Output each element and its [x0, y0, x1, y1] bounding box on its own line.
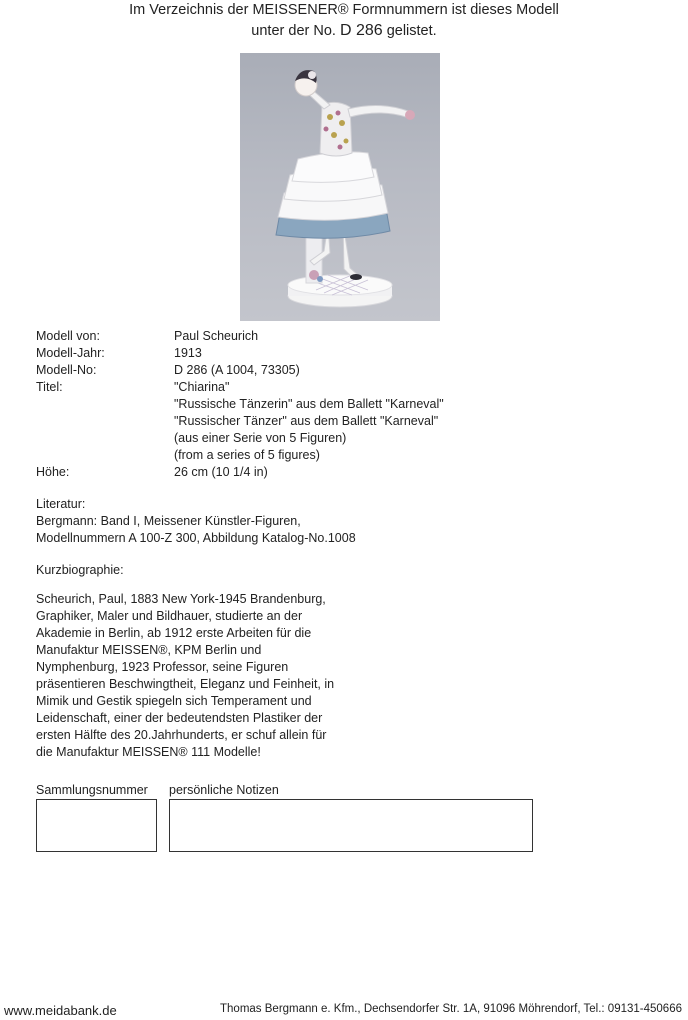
header-prefix: unter der No. — [251, 23, 336, 39]
spec-value: (aus einer Serie von 5 Figuren) — [174, 431, 347, 445]
header-suffix: gelistet. — [386, 23, 437, 39]
biography-line: Mimik und Gestik spiegeln sich Temperament und — [36, 694, 312, 708]
spec-label: Modell-No: — [36, 363, 97, 377]
spec-label: Höhe: — [36, 465, 70, 479]
footer-address: Thomas Bergmann e. Kfm., Dechsendorfer Str. 1A, 91096 Möhrendorf, Tel.: 09131-450666 — [220, 1003, 682, 1015]
website-link[interactable]: www.meidabank.de — [4, 1003, 117, 1018]
spec-value: 26 cm (10 1/4 in) — [174, 465, 268, 479]
biography-line: Leidenschaft, einer der bedeutendsten Plastiker der — [36, 711, 323, 725]
biography-line: Scheurich, Paul, 1883 New York-1945 Brandenburg, — [36, 592, 326, 606]
spec-label: Modell von: — [36, 329, 100, 343]
literature-line: Modellnummern A 100-Z 300, Abbildung Katalog-No.1008 — [36, 531, 356, 545]
spec-value: "Russischer Tänzer" aus dem Ballett "Karneval" — [174, 414, 439, 428]
spec-label: Titel: — [36, 380, 63, 394]
biography-line: präsentieren Beschwingtheit, Eleganz und Feinheit, in — [36, 677, 335, 691]
header-line-1: Im Verzeichnis der MEISSENER® Formnummern ist dieses Modell — [129, 2, 559, 18]
spec-value: "Chiarina" — [174, 380, 230, 394]
model-number: D 286 — [339, 22, 383, 39]
notes-label: persönliche Notizen — [169, 783, 279, 797]
porcelain-dancer-illustration — [240, 53, 440, 321]
literature-heading: Literatur: — [36, 497, 86, 511]
biography-line: Manufaktur MEISSEN®, KPM Berlin und — [36, 643, 262, 657]
spec-value: 1913 — [174, 346, 202, 360]
biography-line: Akademie in Berlin, ab 1912 erste Arbeiten für die — [36, 626, 312, 640]
literature-line: Bergmann: Band I, Meissener Künstler-Figuren, — [36, 514, 301, 528]
spec-value: "Russische Tänzerin" aus dem Ballett "Karneval" — [174, 397, 444, 411]
spec-value: Paul Scheurich — [174, 329, 259, 343]
biography-line: Graphiker, Maler und Bildhauer, studierte an der — [36, 609, 303, 623]
header-line-2 — [0, 22, 688, 40]
biography-line: die Manufaktur MEISSEN® 111 Modelle! — [36, 745, 261, 759]
collection-number-label: Sammlungsnummer — [36, 783, 148, 797]
biography-line: Nymphenburg, 1923 Professor, seine Figuren — [36, 660, 289, 674]
collection-number-field[interactable] — [36, 799, 157, 852]
spec-value: (from a series of 5 figures) — [174, 448, 320, 462]
figurine-photo — [240, 53, 440, 321]
biography-heading: Kurzbiographie: — [36, 563, 124, 577]
spec-value: D 286 (A 1004, 73305) — [174, 363, 300, 377]
notes-field[interactable] — [169, 799, 533, 852]
spec-label: Modell-Jahr: — [36, 346, 105, 360]
biography-line: ersten Hälfte des 20.Jahrhunderts, er schuf allein für — [36, 728, 327, 742]
